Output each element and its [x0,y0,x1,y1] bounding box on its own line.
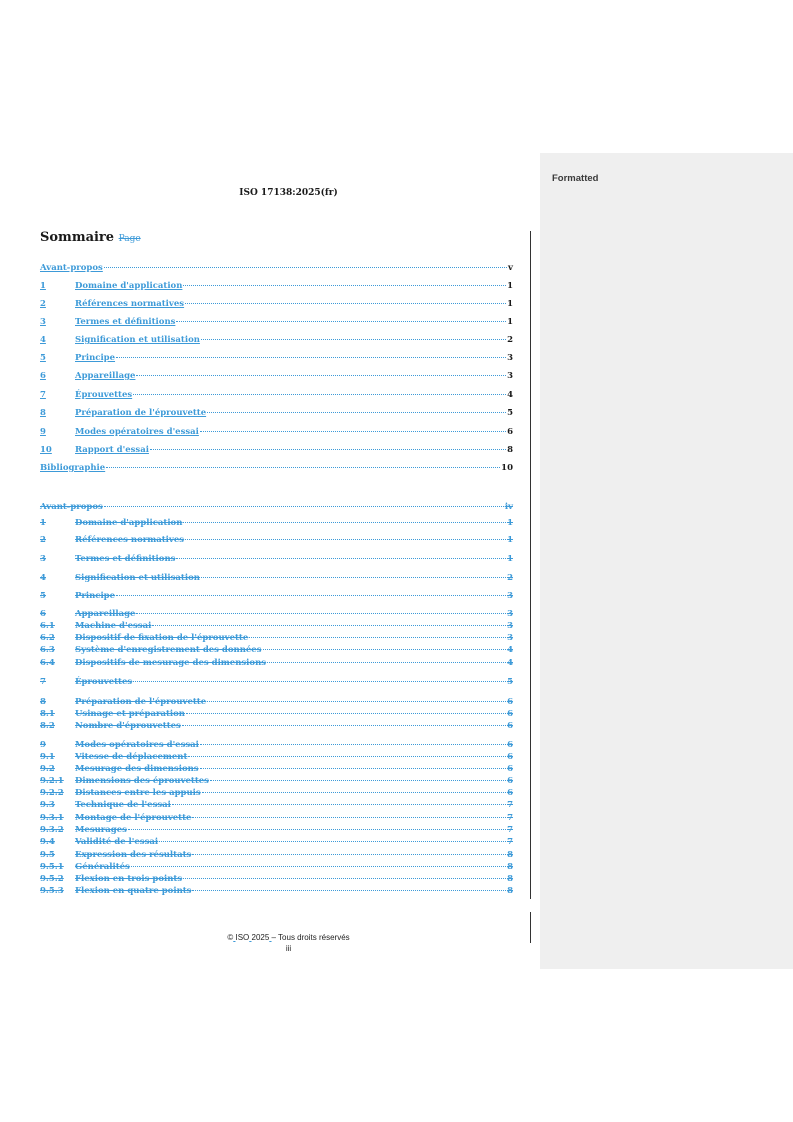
toc-entry[interactable] [40,518,513,529]
toc-entry-number: 6.2 [40,633,55,643]
toc-entry-title: Avant-propos [40,502,103,512]
toc-entry-page: 10 [501,463,513,473]
toc-entry-page: iv [504,502,513,512]
toc-leader-dots [150,449,506,450]
toc-entry-title: Système d'enregistrement des données [75,645,262,655]
toc-entry-number: 5 [40,591,46,601]
toc-entry-title: Signification et utilisation [75,335,200,345]
toc-entry-number: 2 [40,535,46,545]
toc-entry-title: Généralités [75,862,130,872]
toc-entry-title: Dispositifs de mesurage des dimensions [75,658,267,668]
toc-entry-title: Modes opératoires d'essai [75,740,199,750]
toc-entry-page: 8 [507,850,513,860]
toc-entry-number: 9.2.2 [40,788,64,798]
toc-entry-title: Références normatives [75,535,185,545]
toc-leader-dots [207,412,506,413]
toc-entry-page: 7 [507,825,513,835]
toc-leader-dots [249,637,506,638]
toc-entry-title: Bibliographie [40,463,106,473]
toc-entry-number: 9.2 [40,764,55,774]
toc-entry-page: 6 [507,740,513,750]
toc-entry-title: Vitesse de déplacement [75,752,188,762]
toc-entry-number: 5 [40,353,46,363]
toc-entry[interactable] [40,281,513,292]
footer-org: ISO [235,933,250,942]
toc-entry-page: 2 [507,573,513,583]
toc-leader-dots [183,285,506,286]
toc-entry-page: 4 [507,390,513,400]
toc-entry[interactable] [40,502,513,513]
toc-leader-dots [201,339,506,340]
toc-entry-page: 3 [507,591,513,601]
toc-entry[interactable] [40,591,513,602]
toc-entry[interactable] [40,535,513,546]
toc-entry[interactable] [40,764,513,775]
toc-entry-number: 3 [40,317,46,327]
comments-pane-title: Formatted [552,173,599,184]
toc-entry[interactable] [40,788,513,799]
toc-entry-title: Modes opératoires d'essai [75,427,199,437]
toc-leader-dots [133,681,506,682]
toc-leader-dots [263,649,507,650]
toc-entry[interactable] [40,645,513,656]
toc-entry[interactable] [40,677,513,688]
toc-entry-page: 6 [507,721,513,731]
toc-entry[interactable] [40,721,513,732]
toc-entry-title: Technique de l'essai [75,800,171,810]
toc-entry-page: 3 [507,609,513,619]
comments-pane [540,153,793,969]
toc-entry-number: 9.5.1 [40,862,64,872]
toc-entry[interactable] [40,390,513,401]
toc-entry[interactable] [40,633,513,644]
toc-entry-title: Appareillage [75,609,136,619]
toc-entry-number: 2 [40,299,46,309]
toc-entry[interactable] [40,335,513,346]
toc-leader-dots [128,829,506,830]
toc-entry-title: Mesurage des dimensions [75,764,199,774]
toc-entry-page: 6 [507,752,513,762]
toc-entry-title: Validité de l'essai [75,837,159,847]
toc-entry-number: 6.4 [40,658,55,668]
toc-entry-number: 7 [40,390,46,400]
toc-entry-title: Principe [75,591,116,601]
toc-entry-page: 8 [507,874,513,884]
toc-entry-title: Préparation de l'éprouvette [75,697,207,707]
toc-leader-dots [192,817,506,818]
toc-entry-title: Machine d'essai [75,621,152,631]
toc-entry[interactable] [40,263,513,274]
toc-leader-dots [176,558,506,559]
toc-leader-dots [176,321,506,322]
toc-entry-page: 1 [507,317,513,327]
toc-entry[interactable] [40,554,513,565]
toc-entry-number: 1 [40,281,46,291]
toc-entry-title: Montage de l'éprouvette [75,813,192,823]
toc-entry-number: 9.3.1 [40,813,64,823]
toc-entry-number: 9.1 [40,752,55,762]
toc-entry-page: 8 [507,862,513,872]
toc-entry[interactable] [40,800,513,811]
toc-entry-page: v [508,263,513,273]
toc-entry[interactable] [40,445,513,456]
toc-entry-page: 3 [507,353,513,363]
toc-leader-dots [185,539,506,540]
deleted-page-label: Page [118,234,141,244]
toc-leader-dots [136,613,506,614]
footer-rights: – Tous droits réservés [271,933,350,942]
toc-entry-number: 4 [40,335,46,345]
toc-entry-page: 6 [507,709,513,719]
toc-entry-title: Usinage et préparation [75,709,185,719]
toc-entry[interactable] [40,825,513,836]
toc-entry-number: 1 [40,518,46,528]
toc-entry-title: Références normatives [75,299,185,309]
toc-entry[interactable] [40,427,513,438]
toc-entry-page: 4 [507,658,513,668]
toc-entry-page: 1 [507,554,513,564]
toc-entry-title: Rapport d'essai [75,445,149,455]
toc-entry-page: 8 [507,886,513,896]
toc-entry-page: 4 [507,645,513,655]
toc-entry[interactable] [40,408,513,419]
toc-leader-dots [200,431,506,432]
toc-leader-dots [172,804,506,805]
toc-leader-dots [210,780,506,781]
toc-entry-title: Domaine d'application [75,518,183,528]
toc-entry-number: 9 [40,740,46,750]
toc-entry-page: 1 [507,518,513,528]
toc-entry-title: Avant-propos [40,263,103,273]
toc-leader-dots [201,577,506,578]
toc-entry-number: 9.3 [40,800,55,810]
toc-entry-number: 9 [40,427,46,437]
toc-entry-page: 3 [507,621,513,631]
page-footer [0,932,577,954]
toc-entry-number: 8 [40,408,46,418]
toc-entry[interactable] [40,621,513,632]
toc-entry-page: 1 [507,299,513,309]
toc-entry-number: 8.1 [40,709,55,719]
toc-leader-dots [200,768,507,769]
toc-entry-page: 1 [507,535,513,545]
toc-entry-title: Appareillage [75,371,136,381]
toc-entry-number: 6 [40,609,46,619]
toc-entry-page: 6 [507,764,513,774]
toc-entry[interactable] [40,658,513,669]
toc-leader-dots [183,522,506,523]
toc-leader-dots [152,625,506,626]
toc-entry[interactable] [40,874,513,885]
toc-leader-dots [192,854,506,855]
revision-bar [530,231,531,899]
toc-entry[interactable] [40,850,513,861]
toc-entry-number: 4 [40,573,46,583]
toc-entry[interactable] [40,299,513,310]
toc-leader-dots [200,744,506,745]
page-header: ISO 17138:2025(fr) [239,188,338,198]
toc-entry-title: Flexion en trois points [75,874,183,884]
page-number: iii [285,944,292,953]
toc-leader-dots [186,713,506,714]
toc-entry-number: 9.3.2 [40,825,64,835]
toc-entry-page: 7 [507,800,513,810]
toc-leader-dots [136,375,506,376]
toc-entry-page: 6 [507,427,513,437]
toc-entry-page: 7 [507,837,513,847]
toc-entry-title: Termes et définitions [75,554,176,564]
toc-entry-number: 8 [40,697,46,707]
toc-leader-dots [202,792,506,793]
toc-entry-title: Nombre d'éprouvettes [75,721,181,731]
toc-entry[interactable] [40,317,513,328]
toc-leader-dots [104,506,504,507]
toc-leader-dots [188,756,506,757]
toc-entry-title: Distances entre les appuis [75,788,201,798]
toc-entry[interactable] [40,740,513,751]
toc-entry-title: Flexion en quatre points [75,886,192,896]
toc-entry-page: 7 [507,813,513,823]
toc-entry-title: Éprouvettes [75,390,133,400]
toc-entry-title: Éprouvettes [75,677,133,687]
toc-leader-dots [185,303,506,304]
toc-entry-title: Dimensions des éprouvettes [75,776,209,786]
toc-leader-dots [116,595,506,596]
toc-entry-number: 6.3 [40,645,55,655]
copyright-symbol: © [227,933,234,942]
toc-entry-number: 9.5 [40,850,55,860]
toc-leader-dots [104,267,507,268]
toc-leader-dots [183,878,506,879]
toc-entry-page: 1 [507,281,513,291]
toc-entry-title: Dispositif de fixation de l'éprouvette [75,633,249,643]
toc-entry-page: 6 [507,776,513,786]
toc-leader-dots [131,866,506,867]
toc-title [40,229,141,248]
toc-leader-dots [106,467,500,468]
toc-entry-page: 5 [507,677,513,687]
toc-leader-dots [182,725,506,726]
footer-copyright [0,932,577,943]
toc-entry[interactable] [40,862,513,873]
toc-entry[interactable] [40,609,513,620]
toc-entry-number: 9.4 [40,837,55,847]
toc-entry-number: 7 [40,677,46,687]
toc-entry[interactable] [40,709,513,720]
toc-entry[interactable] [40,573,513,584]
toc-entry[interactable] [40,813,513,824]
toc-entry-page: 3 [507,371,513,381]
toc-entry[interactable] [40,371,513,382]
toc-leader-dots [192,890,506,891]
toc-entry-title: Expression des résultats [75,850,192,860]
toc-entry-number: 9.2.1 [40,776,64,786]
toc-leader-dots [267,662,506,663]
toc-entry-title: Signification et utilisation [75,573,200,583]
toc-entry[interactable] [40,886,513,897]
toc-title-text: Sommaire [40,230,115,245]
toc-entry-title: Domaine d'application [75,281,183,291]
toc-entry-title: Principe [75,353,116,363]
toc-entry-number: 3 [40,554,46,564]
toc-entry-page: 3 [507,633,513,643]
toc-entry-page: 2 [507,335,513,345]
toc-entry-page: 8 [507,445,513,455]
toc-leader-dots [159,841,506,842]
toc-entry[interactable] [40,837,513,848]
toc-entry-number: 6.1 [40,621,55,631]
toc-entry[interactable] [40,752,513,763]
toc-entry-title: Préparation de l'éprouvette [75,408,207,418]
toc-entry[interactable] [40,776,513,787]
toc-entry[interactable] [40,353,513,364]
toc-entry-number: 10 [40,445,52,455]
toc-leader-dots [207,701,506,702]
toc-leader-dots [116,357,506,358]
toc-entry-page: 6 [507,697,513,707]
footer-year: 2025 [251,933,270,942]
toc-entry-title: Termes et définitions [75,317,176,327]
toc-leader-dots [133,394,506,395]
toc-entry[interactable] [40,463,513,474]
toc-entry-number: 8.2 [40,721,55,731]
toc-entry[interactable] [40,697,513,708]
toc-entry-page: 5 [507,408,513,418]
toc-entry-number: 6 [40,371,46,381]
toc-entry-title: Mesurages [75,825,127,835]
toc-entry-number: 9.5.3 [40,886,64,896]
toc-entry-page: 6 [507,788,513,798]
toc-entry-number: 9.5.2 [40,874,64,884]
